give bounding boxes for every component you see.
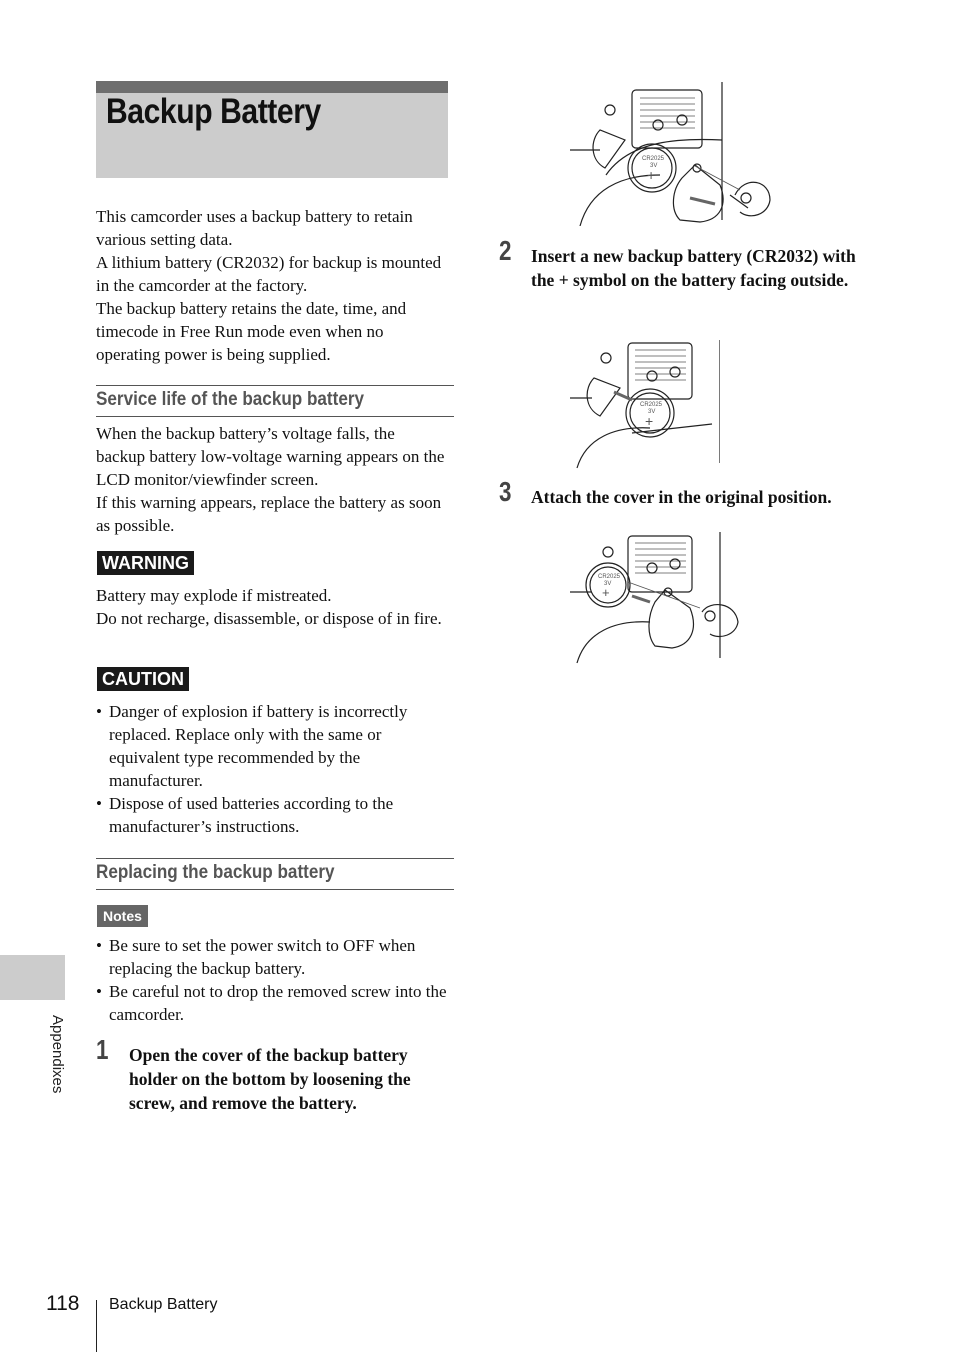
- battery-voltage-marking: 3V: [650, 163, 658, 169]
- intro-paragraph: A lithium battery (CR2032) for backup is mounted in the camcorder at the factory.: [96, 253, 442, 295]
- side-tab-label: Appendixes: [49, 1015, 66, 1094]
- notes-list: [96, 934, 448, 1026]
- service-text: [96, 422, 448, 537]
- illustration-insert-battery: [570, 338, 720, 470]
- intro-paragraph: The backup battery retains the date, time, and timecode in Free Run mode even when no operating power is being supplied.: [96, 299, 407, 364]
- service-paragraph: If this warning appears, replace the battery as soon as possible.: [96, 493, 442, 535]
- list-item: • Dispose of used batteries according to the manufacturer’s instructions.: [96, 792, 448, 838]
- step-instruction: Open the cover of the backup battery holder on the bottom by loosening the screw, and remove the battery.: [129, 1045, 411, 1113]
- footer-section-title: Backup Battery: [109, 1296, 218, 1313]
- page-number: 118: [46, 1292, 80, 1315]
- step-number: 3: [499, 476, 512, 507]
- step-number: 1: [96, 1034, 109, 1065]
- battery-voltage-marking: 3V: [604, 581, 612, 587]
- intro-text: [96, 205, 448, 366]
- warning-badge: WARNING: [97, 551, 194, 575]
- caution-list: [96, 700, 448, 838]
- section-heading-service-life: Service life of the backup battery: [96, 385, 454, 417]
- page-title: Backup Battery: [106, 92, 321, 131]
- battery-plus-symbol: +: [645, 413, 654, 429]
- warning-line: Battery may explode if mistreated.: [96, 586, 332, 605]
- step-number: 2: [499, 235, 512, 266]
- notes-badge: Notes: [97, 905, 148, 927]
- step-instruction: Insert a new backup battery (CR2032) with the + symbol on the battery facing outside.: [531, 246, 856, 290]
- battery-model-marking: CR2025: [642, 156, 665, 162]
- battery-plus-symbol: +: [647, 167, 656, 183]
- illustration-attach-cover: [570, 530, 745, 664]
- battery-model-marking: CR2025: [598, 574, 621, 580]
- battery-model-marking: CR2025: [640, 402, 663, 408]
- footer-divider: [96, 1300, 97, 1352]
- service-paragraph: When the backup battery’s voltage falls, the backup battery low-voltage warning appears on the LCD monitor/viewfinder screen.: [96, 424, 445, 489]
- list-item: • Danger of explosion if battery is incorrectly replaced. Replace only with the same or equivalent type recommended by the manufacturer.: [96, 700, 448, 792]
- list-item: • Be careful not to drop the removed screw into the camcorder.: [96, 980, 448, 1026]
- section-side-tab: [0, 955, 65, 1000]
- intro-paragraph: This camcorder uses a backup battery to retain various setting data.: [96, 207, 413, 249]
- warning-text: [96, 584, 448, 630]
- step-instruction: Attach the cover in the original position.: [531, 487, 832, 507]
- illustration-remove-battery: [570, 80, 780, 226]
- battery-plus-symbol: +: [602, 585, 610, 600]
- warning-line: Do not recharge, disassemble, or dispose of in fire.: [96, 609, 442, 628]
- section-heading-replacing: Replacing the backup battery: [96, 858, 454, 890]
- battery-voltage-marking: 3V: [648, 409, 656, 415]
- list-item: • Be sure to set the power switch to OFF when replacing the backup battery.: [96, 934, 448, 980]
- caution-badge: CAUTION: [97, 667, 189, 691]
